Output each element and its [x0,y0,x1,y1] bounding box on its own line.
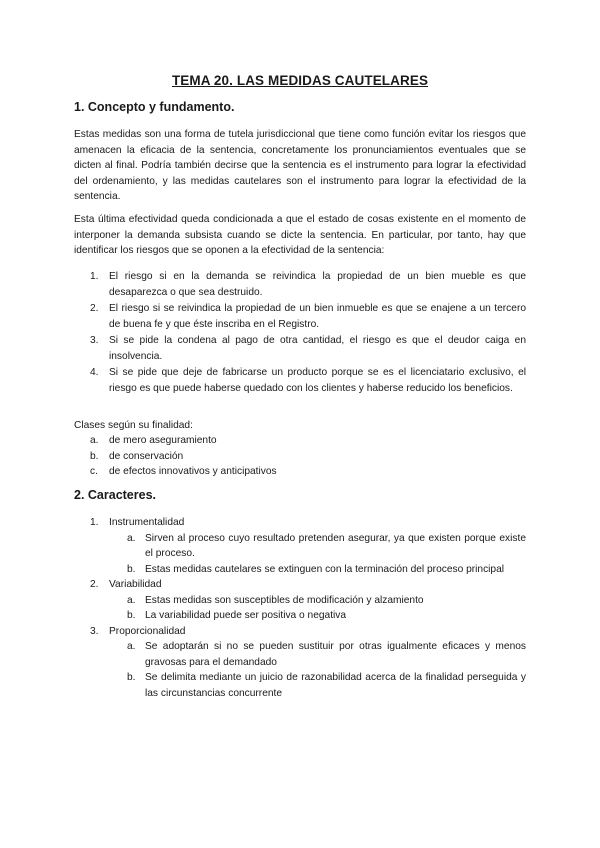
sublist-item [109,562,526,578]
list-item-text: Si se pide que deje de fabricarse un producto porque se es el licenciatario exclusivo, el riesgo es que puede haberse quedado con los clientes y haberse reducido los beneficios. [109,367,526,394]
list-letter: b. [127,610,136,621]
sublist-item [109,608,526,624]
list-item [74,515,526,577]
list-item-text: de efectos innovativos y anticipativos [109,466,277,477]
list-number: 1. [90,271,99,282]
paragraph-concepto: Estas medidas son una forma de tutela jurisdiccional que tiene como función evitar los riesgos que amenacen la eficacia de la sentencia, concretamente los pronunciamientos eventuales que se dicten al final. Podría también decirse que la sentencia es el instrumento para lograr la efectividad del ordenamiento, y las medidas cautelares son el instrumento para lograr la efectividad de la sentencia. [74,129,526,202]
sublist-item [109,670,526,701]
list-item-text: El riesgo si en la demanda se reivindica la propiedad de un bien mueble es que desaparezca o que sea destruido. [109,271,526,298]
list-letter: b. [127,672,136,683]
list-letter: b. [90,450,99,462]
list-item [74,624,526,702]
list-item-text: Si se pide la condena al pago de otra cantidad, el riesgo es que el deudor caiga en insolvencia. [109,335,526,362]
list-item-text: de conservación [109,450,184,462]
list-item-label: Proporcionalidad [109,625,186,637]
sublist-item-text: La variabilidad puede ser positiva o negativa [145,610,347,621]
sublist-item [109,593,526,609]
list-letter: a. [127,594,136,606]
clases-label: Clases según su finalidad: [74,420,193,431]
sublist-item [109,531,526,562]
sublist [109,531,526,578]
list-number: 3. [90,625,99,637]
section-1-heading: 1. Concepto y fundamento. [74,100,235,114]
list-item [74,464,526,480]
list-item [74,333,526,364]
list-letter: c. [90,466,98,477]
section-2-heading: 2. Caracteres. [74,488,157,502]
clases-list [74,433,526,480]
caracteres-list [74,515,526,701]
list-item-label: Variabilidad [109,579,162,590]
list-item [74,577,526,624]
list-letter: b. [127,563,136,575]
list-number: 1. [90,517,99,528]
risks-list [74,269,526,397]
list-number: 3. [90,335,99,346]
sublist-item-text: Se adoptarán si no se pueden sustituir por otras igualmente eficaces y menos gravosas para el demandado [145,641,526,668]
list-item-text: El riesgo si se reivindica la propiedad de un bien inmueble es que se enajene a un tercero de buena fe y que éste inscriba en el Registro. [109,303,526,330]
list-item [74,365,526,396]
list-number: 2. [90,303,99,314]
list-letter: a. [127,641,136,652]
list-item [74,269,526,300]
sublist-item-text: Estas medidas son susceptibles de modificación y alzamiento [145,594,424,606]
list-number: 4. [90,367,99,378]
page-title: TEMA 20. LAS MEDIDAS CAUTELARES [171,73,429,88]
sublist-item [109,639,526,670]
list-number: 2. [90,579,99,590]
sublist-item-text: Se delimita mediante un juicio de razonabilidad acerca de la finalidad perseguida y las circunstancias concurrente [145,672,526,699]
sublist-item-text: Estas medidas cautelares se extinguen con la terminación del proceso principal [145,563,505,575]
sublist [109,639,526,701]
list-letter: a. [90,435,99,446]
list-item-text: de mero aseguramiento [109,435,217,446]
paragraph-efectividad: Esta última efectividad queda condicionada a que el estado de cosas existente en el momento de interponer la demanda subsista cuando se dicte la sentencia. En particular, por tanto, hay que identificar los riesgos que se oponen a la efectividad de la sentencia: [74,214,526,256]
list-letter: a. [127,532,136,544]
list-item [74,433,526,449]
list-item [74,301,526,332]
sublist [109,593,526,624]
list-item [74,449,526,465]
sublist-item-text: Sirven al proceso cuyo resultado pretenden asegurar, ya que existen porque existe el proceso. [145,532,526,559]
list-item-label: Instrumentalidad [109,517,185,528]
